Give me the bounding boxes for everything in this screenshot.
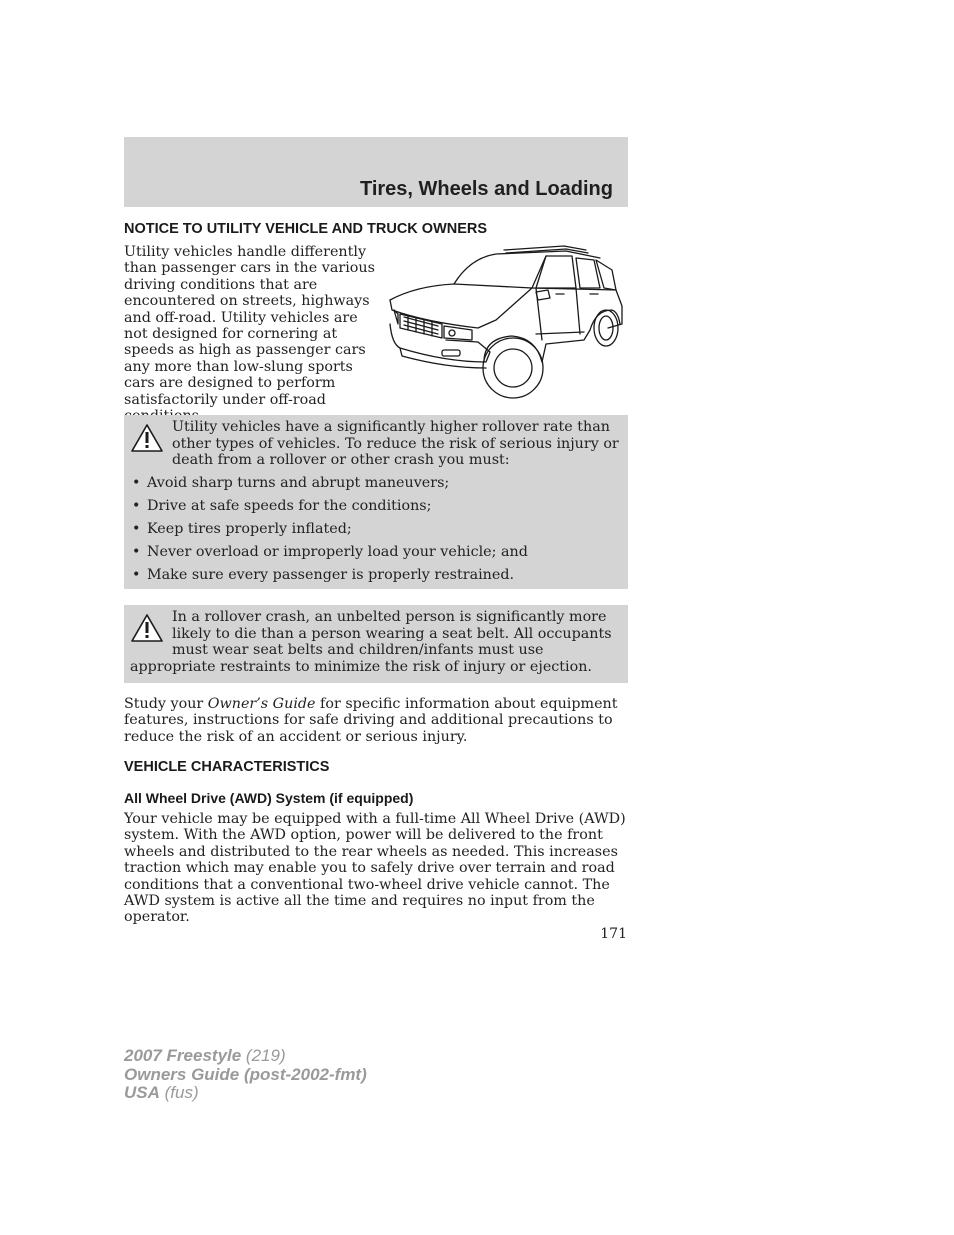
footer-line-guide: Owners Guide (post-2002-fmt)	[124, 1064, 367, 1084]
list-item: • Never overload or improperly load your vehicle; and	[130, 544, 622, 561]
seatbelt-warning-box	[124, 605, 628, 683]
footer-line-model: 2007 Freestyle (219)	[124, 1046, 286, 1065]
awd-paragraph: Your vehicle may be equipped with a full-time All Wheel Drive (AWD) system. With the AWD option, power will be delivered to the front wheels and distributed to the rear wheels as needed. This increases traction which may enable you to safely drive over terrain and road conditions that a conventional two-wheel drive vehicle cannot. The AWD system is active all the time and requires no input from the operator.	[124, 811, 626, 926]
document-footer	[124, 1047, 367, 1103]
footer-line-market: USA (fus)	[124, 1083, 199, 1102]
study-text-end: for specific information about equipment features, instructions for safe driving and additional precautions to reduce the risk of an accident or serious injury.	[124, 696, 618, 745]
list-item: • Drive at safe speeds for the conditions;	[130, 498, 622, 515]
seatbelt-warning-text: In a rollover crash, an unbelted person is significantly more likely to die than a person wearing a seat belt. All occupants must wear seat belts and children/infants must use appropriate restraints to minimize the risk of injury or ejection.	[130, 609, 612, 675]
rollover-precautions-list	[130, 475, 622, 584]
owners-guide-title: Owner’s Guide	[207, 696, 316, 712]
page-title: Tires, Wheels and Loading	[359, 178, 613, 200]
rollover-warning-box	[124, 415, 628, 589]
list-item: • Avoid sharp turns and abrupt maneuvers;	[130, 475, 622, 492]
list-item: • Keep tires properly inflated;	[130, 521, 622, 538]
warning-triangle-icon	[130, 613, 164, 643]
warning-triangle-icon	[130, 423, 164, 453]
notice-heading: NOTICE TO UTILITY VEHICLE AND TRUCK OWNERS	[124, 221, 488, 237]
study-text-start: Study your	[124, 696, 208, 712]
vehicle-characteristics-heading: VEHICLE CHARACTERISTICS	[124, 759, 330, 775]
awd-subheading: All Wheel Drive (AWD) System (if equipped)	[124, 790, 414, 806]
list-item: • Make sure every passenger is properly restrained.	[130, 567, 622, 584]
intro-paragraph: Utility vehicles handle differently than passenger cars in the various driving conditions that are encountered on streets, highways and off-road. Utility vehicles are not designed for cornering at speeds as high as passenger cars any more than low-slung sports cars are designed to perform satisfactorily under off-road	[124, 244, 375, 408]
section-header-band	[124, 137, 628, 207]
page-number: 171	[600, 926, 627, 942]
utility-vehicle-illustration	[386, 244, 628, 400]
study-guide-paragraph	[124, 696, 628, 745]
rollover-warning-text: Utility vehicles have a significantly higher rollover rate than other types of vehicles. To reduce the risk of serious injury or death from a rollover or other crash you must:	[172, 419, 619, 469]
